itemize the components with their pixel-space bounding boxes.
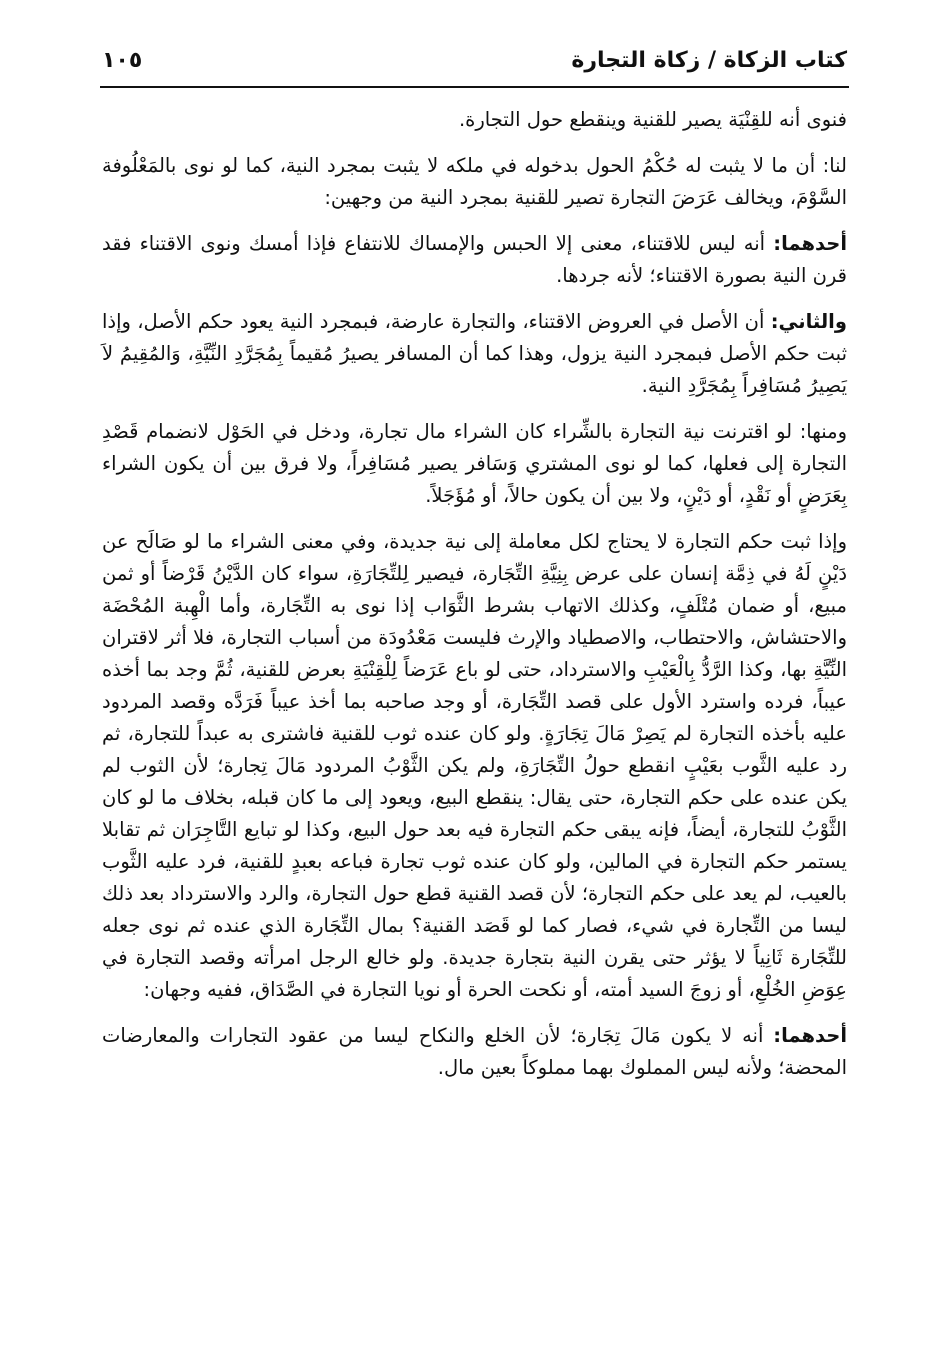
paragraph-lead: أحدهما:	[773, 1024, 847, 1047]
page-number: ١٠٥	[102, 47, 143, 73]
paragraph-lead: والثاني:	[770, 310, 847, 333]
header-rule	[100, 86, 849, 88]
body-text	[102, 104, 847, 1098]
paragraph-text: لنا: أن ما لا يثبت له حُكْمُ الحول بدخوله في ملكه لا يثبت بمجرد النية، كما لو نوى بالمَعْلُوفة السَّوْمَ، ويخالف عَرَضَ التجارة تصير للقنية بمجرد النية من وجهين:	[102, 154, 847, 209]
paragraph-text: ومنها: لو اقترنت نية التجارة بالشِّراء كان الشراء مال تجارة، ودخل في الحَوْل لانضمام قَصْدِ التجارة إلى فعلها، كما لو نوى المشتري وَسَافر يصير مُسَافِراً، ولا فرق بين أن يكون الشراء بِعَرَضٍ أو نَقْدٍ، أو دَيْنٍ، ولا بين أن يكون حالاً، أو مُؤَجَلاً.	[102, 420, 847, 507]
paragraph-text: أن الأصل في العروض الاقتناء، والتجارة عارضة، فبمجرد النية يعود حكم الأصل، وإذا ثبت حكم الأصل فبمجرد النية يزول، وهذا كما أن المسافر يصيرُ مُقيماً بِمُجَرَّدِ النِّيَّةِ، وَالمُقِيمُ لاَ يَصِيرُ مُسَافِراً بِمُجَرَّدِ النية.	[102, 310, 847, 397]
paragraph	[102, 306, 847, 402]
page-header	[102, 42, 847, 78]
paragraph-lead: أحدهما:	[773, 232, 847, 255]
paragraph	[102, 228, 847, 292]
paragraph-text: وإذا ثبت حكم التجارة لا يحتاج لكل معاملة إلى نية جديدة، وفي معنى الشراء ما لو صَالَح عن دَيْنٍ لَهُ في ذِمَّة إنسان على عرض بِنِيَّةِ التِّجَارة، فيصير لِلتِّجَارَةِ، سواء كان الدَّيْنُ قَرْضاً أو ثمن مبيع، أو ضمان مُتْلَفٍ، وكذلك الاتهاب بشرط الثَّوَاب إذا نوى به التِّجَارة، وأما الْهِبة المُحْضَة والاحتشاش، والاحتطاب، والاصطياد والإرث فليست مَعْدُودَة من أسباب التجارة، فلا أثر لاقتران النِّيَّةِ بها، وكذا الرَّدُّ بِالْعَيْبِ والاسترداد، حتى لو باع عَرَضاً لِلْقِنْيَةِ بعرض للقنية، ثُمَّ وجد بما أخذه عيباً، فرده واسترد الأول على قصد التِّجَارة، أو وجد صاحبه بما أخذ عيباً فَرَدَّه وقصد المردود عليه بأخذه التجارة لم يَصِرْ مَالَ تِجَارَةٍ. ولو كان عنده ثوب للقنية فاشترى به عبداً للتجارة، ثم رد عليه الثَّوب بعَيْبٍ انقطع حولُ التِّجَارَةِ، ولم يكن الثَّوْبُ المردود مَالَ تِجارة؛ لأن الثوب لم يكن عنده على حكم التجارة، حتى يقال: ينقطع البيع، ويعود إلى ما كان قبله، بخلاف ما لو كان الثَّوْبُ للتجارة، أيضاً، فإنه يبقى حكم التجارة فيه بعد حول البيع، وكذا لو تبايع التَّاجِرَان ثم تقابلا يستمر حكم التجارة في المالين، ولو كان عنده ثوب تجارة فباعه بعبدٍ للقنية، فرد عليه الثَّوب بالعيب، لم يعد على حكم التجارة؛ لأن قصد القنية قطع حول التجارة، والرد والاسترداد بعد ذلك ليسا من التِّجارة في شيء، فصار كما لو قَصَد القنية؟ بمال التِّجَارة الذي عنده ثم نوى جعله للتِّجَارة ثَانِياً لا يؤثر حتى يقرن النية بتجارة جديدة. ولو خالع الرجل امرأته وقصد التجارة في عِوَضِ الخُلْعِ، أو زوجَ السيد أمته، أو نكحت الحرة أو نويا التجارة في الصَّدَاق، ففيه وجهان:	[102, 530, 847, 1001]
paragraph-text: أنه لا يكون مَالَ تِجَارة؛ لأن الخلع والنكاح ليسا من عقود التجارات والمعارضات المحضة؛ ولأنه ليس المملوك بهما مملوكاً بعين مال.	[102, 1024, 847, 1079]
paragraph	[102, 416, 847, 512]
paragraph	[102, 150, 847, 214]
paragraph-text: فنوى أنه للقِنْيَة يصير للقنية وينقطع حول التجارة.	[458, 108, 847, 131]
paragraph	[102, 526, 847, 1006]
paragraph	[102, 104, 847, 136]
paragraph	[102, 1020, 847, 1084]
running-title: كتاب الزكاة / زكاة التجارة	[571, 47, 847, 73]
paragraph-text: أنه ليس للاقتناء، معنى إلا الحبس والإمساك للانتفاع فإذا أمسك ونوى الاقتناء فقد قرن النية بصورة الاقتناء؛ لأنه جردها.	[102, 232, 847, 287]
